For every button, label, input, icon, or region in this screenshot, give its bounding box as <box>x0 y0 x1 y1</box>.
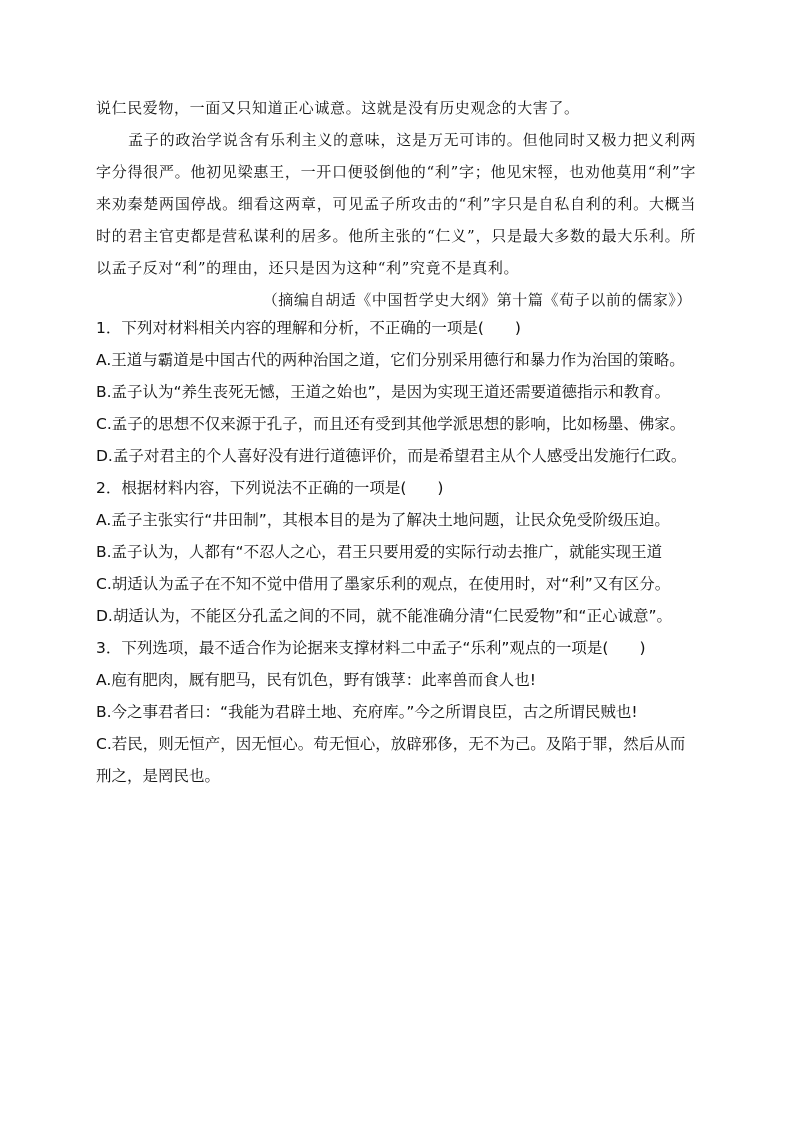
option-a: A.庖有肥肉，厩有肥马，民有饥色，野有饿莩：此率兽而食人也! <box>96 671 536 689</box>
question-list <box>96 312 696 792</box>
passage-line: 说仁民爱物，一面又只知道正心诚意。这就是没有历史观念的大害了。 <box>96 99 580 117</box>
option-b: B.孟子认为“养生丧死无憾，王道之始也”，是因为实现王道还需要道德指示和教育。 <box>96 383 671 401</box>
option-a: A.王道与霸道是中国古代的两种治国之道，它们分别采用德行和暴力作为治国的策略。 <box>96 351 685 369</box>
option-c: C.若民，则无恒产，因无恒心。苟无恒心，放辟邪侈，无不为己。及陷于罪，然后从而刑之，是罔民也。 <box>96 735 686 785</box>
question-2 <box>96 472 696 632</box>
reading-passage <box>96 92 696 316</box>
option-d: D.孟子对君主的个人喜好没有进行道德评价，而是希望君主从个人感受出发施行仁政。 <box>96 447 687 465</box>
question-stem: 3．下列选项，最不适合作为论据来支撑材料二中孟子“乐利”观点的一项是( ) <box>96 639 646 657</box>
option-a: A.孟子主张实行“井田制”，其根本目的是为了解决土地问题，让民众免受阶级压迫。 <box>96 511 670 529</box>
option-c: C.胡适认为孟子在不知不觉中借用了墨家乐利的观点，在使用时，对“利”又有区分。 <box>96 575 671 593</box>
question-stem: 2．根据材料内容，下列说法不正确的一项是( ) <box>96 479 444 497</box>
option-b: B.今之事君者曰：“我能为君辟土地、充府库。”今之所谓良臣，古之所谓民贼也! <box>96 703 638 721</box>
option-c: C.孟子的思想不仅来源于孔子，而且还有受到其他学派思想的影响，比如杨墨、佛家。 <box>96 415 686 433</box>
option-d: D.胡适认为，不能区分孔孟之间的不同，就不能准确分清“仁民爱物”和“正心诚意”。 <box>96 607 672 625</box>
passage-paragraph: 孟子的政治学说含有乐利主义的意味，这是万无可讳的。但他同时又极力把义利两字分得很严。他初见梁惠王，一开口便驳倒他的“利”字；他见宋牼，也劝他莫用“利”字来劝秦楚两国停战。细看这两章，可见孟子所攻击的“利”字只是自私自利的利。大概当时的君主官吏都是营私谋利的居多。他所主张的“仁义”，只是最大多数的最大乐利。所以孟子反对“利”的理由，还只是因为这种“利”究竟不是真利。 <box>96 131 696 277</box>
question-1 <box>96 312 696 472</box>
question-3 <box>96 632 696 792</box>
option-b: B.孟子认为，人都有“不忍人之心，君王只要用爱的实际行动去推广，就能实现王道 <box>96 543 663 561</box>
question-stem: 1．下列对材料相关内容的理解和分析，不正确的一项是( ) <box>96 319 521 337</box>
passage-source: （摘编自胡适《中国哲学史大纲》第十篇《荀子以前的儒家》） <box>262 291 692 309</box>
